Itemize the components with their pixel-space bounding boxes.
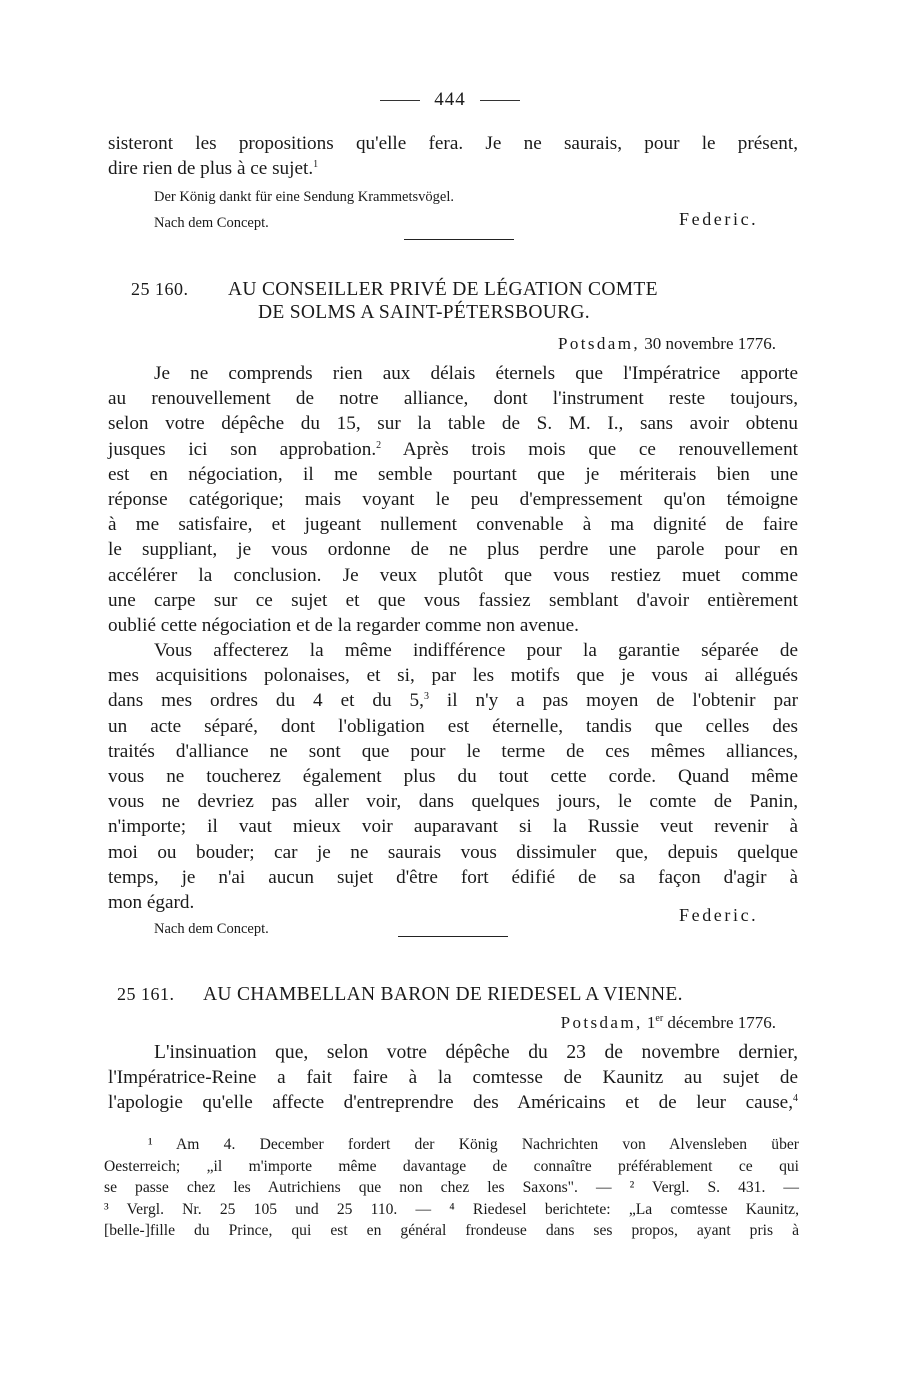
letter-25160-dateline — [558, 334, 776, 354]
p1-line-10: une carpe sur ce sujet et que vous fassiez semblant d'avoir entièrement — [108, 589, 798, 611]
letter-25161-number: 25 161. — [117, 984, 175, 1004]
letter-25160-title-line-1: AU CONSEILLER PRIVÉ DE LÉGATION COMTE — [228, 279, 658, 300]
p2-line-1: Vous affecterez la même indifférence pour la garantie séparée de — [154, 640, 798, 661]
p1-line-3: selon votre dépêche du 15, sur la table de S. M. I., sans avoir obtenu — [108, 413, 798, 435]
header-dash-right — [480, 100, 520, 101]
letter-25161-date-place: Potsdam, — [560, 1013, 643, 1032]
letter-25160-paragraph-2 — [108, 638, 798, 915]
p2-line-11: mon égard. — [108, 892, 195, 914]
footnote-line-3: se passe chez les Autrichiens que non chez les Saxons". — ² Vergl. S. 431. — — [104, 1179, 799, 1197]
p2-line-3-b: il n'y a pas moyen de l'obtenir par — [428, 690, 798, 712]
letter-25160-number: 25 160. — [131, 279, 189, 299]
l25161-line-3 — [108, 1090, 798, 1115]
footnote-ref-3: 3 — [423, 691, 429, 703]
carryover-line-1: sisteront les propositions qu'elle fera. Je ne saurais, pour le présent, — [108, 133, 798, 154]
footnote-line-5: [belle-]fille du Prince, qui est en général frondeuse dans ses propos, ayant pris à — [104, 1222, 799, 1240]
footnote-line-4: ³ Vergl. Nr. 25 105 und 25 110. — ⁴ Riedesel berichtete: „La comtesse Kaunitz, — [104, 1200, 799, 1218]
l25161-line-3-text: l'apologie qu'elle affecte d'entreprendre des Américains et de leur cause, — [108, 1092, 793, 1114]
carryover-paragraph — [108, 131, 798, 181]
letter-25161-paragraph — [108, 1040, 798, 1116]
p2-line-8: n'importe; il vaut mieux voir auparavant si la Russie veut revenir à — [108, 816, 798, 838]
p1-line-1: Je ne comprends rien aux délais éternels que l'Impératrice apporte — [154, 363, 798, 384]
letter-25161-dateline — [561, 1013, 776, 1033]
letter-25160-title-line-2: DE SOLMS A SAINT-PÉTERSBOURG. — [258, 302, 590, 323]
letter-25161-date-rest: décembre 1776. — [663, 1013, 776, 1032]
carryover-source: Nach dem Concept. — [154, 215, 269, 231]
p2-line-5: traités d'alliance ne sont que pour le terme de ces mêmes alliances, — [108, 740, 798, 762]
p1-line-4 — [108, 437, 798, 462]
letter-25161-date-day: 1 — [646, 1013, 656, 1032]
p1-line-9: accélérer la conclusion. Je veux plutôt que vous restiez muet comme — [108, 564, 798, 586]
page-header — [0, 88, 900, 112]
p2-line-10: temps, je n'ai aucun sujet d'être fort édifié de sa façon d'agir à — [108, 866, 798, 888]
p2-line-2: mes acquisitions polonaises, et si, par les motifs que je vous ai allégués — [108, 665, 798, 687]
p2-line-7: vous ne devriez pas aller voir, dans quelques jours, le comte de Panin, — [108, 791, 798, 813]
footnote-ref-2: 2 — [376, 439, 382, 451]
letter-25160-paragraph-1 — [108, 361, 798, 638]
p2-line-4: un acte séparé, dont l'obligation est éternelle, tandis que celles des — [108, 715, 798, 737]
letter-25161-date-sup: er — [655, 1013, 664, 1024]
p1-line-4-b: Après trois mois que ce renouvellement — [381, 438, 798, 460]
letter-25160-date-place: Potsdam, — [558, 334, 641, 353]
letter-25160-source: Nach dem Concept. — [154, 921, 269, 937]
footnote-ref-1: 1 — [313, 159, 319, 171]
p2-line-3-a: dans mes ordres du 4 et du 5, — [108, 690, 424, 712]
footnote-line-2: Oesterreich; „il m'importe même davantage de connaître préférablement ce qui — [104, 1157, 799, 1175]
p2-line-9: moi ou bouder; car je ne saurais vous dissimuler que, depuis quelque — [108, 841, 798, 863]
p1-line-2: au renouvellement de notre alliance, dont l'instrument reste toujours, — [108, 388, 798, 410]
p1-line-11: oublié cette négociation et de la regarder comme non avenue. — [108, 615, 579, 637]
separator-rule-2 — [398, 936, 508, 937]
p1-line-7: à me satisfaire, et jugeant nullement convenable à ma dignité de faire — [108, 514, 798, 536]
p2-line-3 — [108, 688, 798, 713]
l25161-line-2: l'Impératrice-Reine a fait faire à la comtesse de Kaunitz au sujet de — [108, 1067, 798, 1089]
carryover-line-2-text: dire rien de plus à ce sujet. — [108, 158, 314, 180]
p1-line-6: réponse catégorique; mais voyant le peu d'empressement qu'on témoigne — [108, 489, 798, 511]
carryover-signature: Federic. — [679, 209, 759, 229]
page-number: 444 — [434, 89, 466, 110]
p1-line-8: le suppliant, je vous ordonne de ne plus perdre une parole pour en — [108, 539, 798, 561]
footnotes — [104, 1134, 799, 1242]
l25161-line-1: L'insinuation que, selon votre dépêche du 23 de novembre dernier, — [154, 1042, 798, 1063]
letter-25161-title: AU CHAMBELLAN BARON DE RIEDESEL A VIENNE. — [203, 984, 683, 1005]
p1-line-5: est en négociation, il me semble pourtant que je mériterais bien une — [108, 463, 798, 485]
letter-25160-signature: Federic. — [679, 905, 759, 925]
letter-25160-date: 30 novembre 1776. — [644, 334, 776, 353]
footnote-ref-4: 4 — [793, 1093, 798, 1105]
footnote-line-1: ¹ Am 4. December fordert der König Nachrichten von Alvensleben über — [148, 1136, 799, 1153]
p2-line-6: vous ne toucherez également plus du tout cette corde. Quand même — [108, 766, 798, 788]
carryover-line-2 — [108, 156, 798, 181]
header-dash-left — [380, 100, 420, 101]
separator-rule — [404, 239, 514, 240]
carryover-remark: Der König dankt für eine Sendung Krammetsvögel. — [154, 189, 454, 205]
p1-line-4-a: jusques ici son approbation. — [108, 438, 377, 460]
